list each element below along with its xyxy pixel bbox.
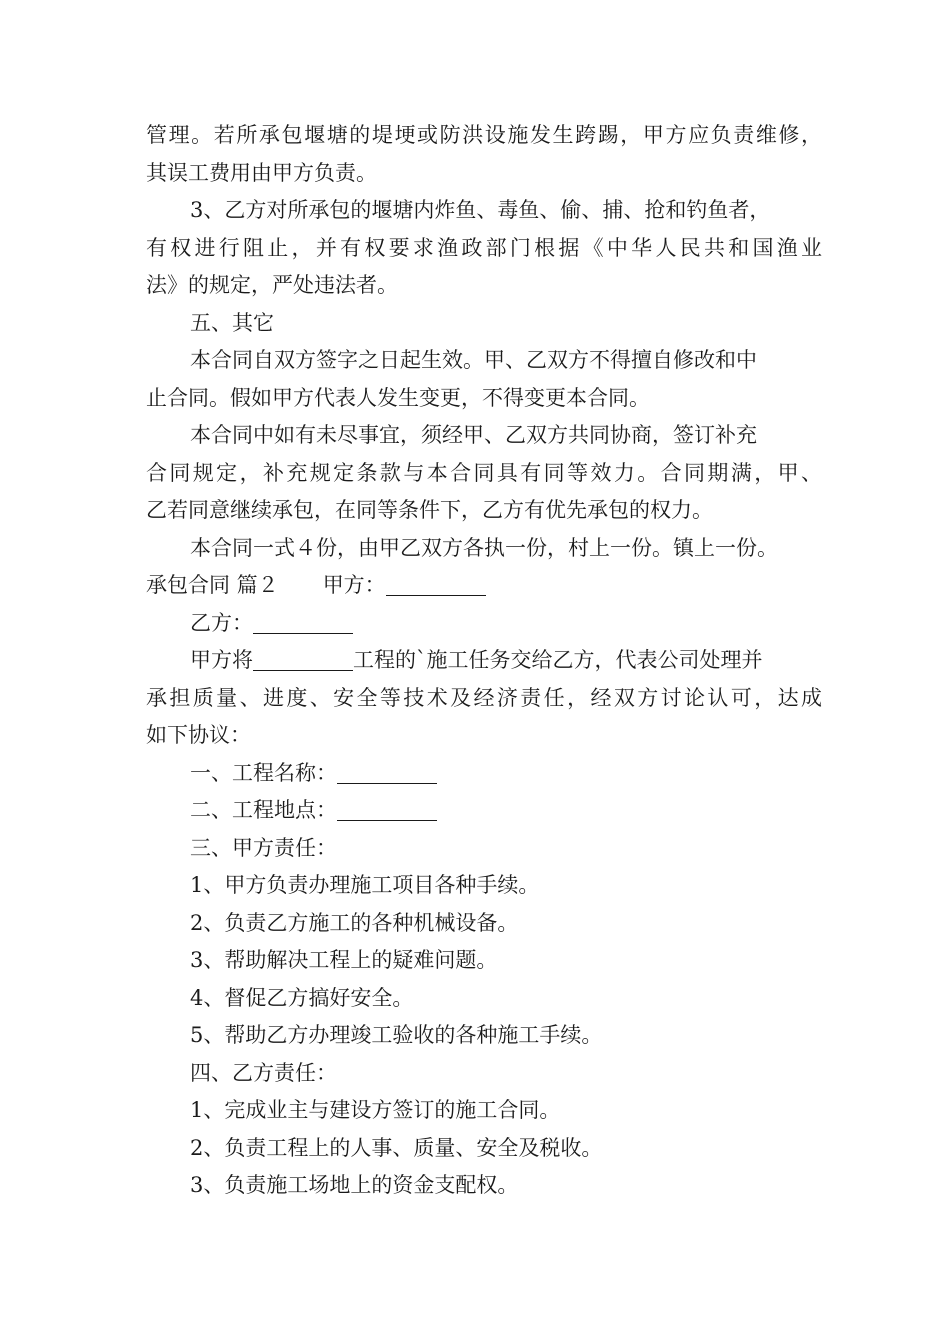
paragraph-line: 承担质量、进度、安全等技术及经济责任，经双方讨论认可，达成 xyxy=(146,685,822,710)
project-location-blank xyxy=(337,798,437,821)
project-location-label: 二、工程地点： xyxy=(190,798,337,822)
project-location-line xyxy=(146,792,822,830)
section-heading: 五、其它 xyxy=(190,310,274,335)
paragraph-line: 本合同自双方签字之日起生效。甲、乙双方不得擅自修改和中 xyxy=(190,348,757,372)
project-name-label: 一、工程名称： xyxy=(190,760,337,785)
text-fragment: 甲方将 xyxy=(190,648,253,672)
paragraph-line: 如下协议： xyxy=(146,723,251,747)
contract-title-line xyxy=(146,567,822,605)
paragraph-line: 合同规定，补充规定条款与本合同具有同等效力。合同期满，甲、 xyxy=(146,460,822,485)
paragraph-line: 乙若同意继续承包，在同等条件下，乙方有优先承包的权力。 xyxy=(146,498,713,522)
project-name-line xyxy=(146,755,822,793)
party-b-blank xyxy=(253,611,353,634)
text-fragment: 工程的`施工任务交给乙方，代表公司处理并 xyxy=(353,648,763,672)
paragraph-line: 止合同。假如甲方代表人发生变更，不得变更本合同。 xyxy=(146,385,650,410)
paragraph-line: 法》的规定，严处违法者。 xyxy=(146,273,398,297)
list-item: 5、帮助乙方办理竣工验收的各种施工手续。 xyxy=(190,1023,603,1047)
party-a-label: 甲方： xyxy=(322,573,386,597)
list-item: 1、甲方负责办理施工项目各种手续。 xyxy=(190,873,540,897)
section-heading: 三、甲方责任： xyxy=(190,835,337,860)
list-item: 4、督促乙方搞好安全。 xyxy=(190,985,414,1010)
paragraph-line xyxy=(146,642,822,680)
project-blank xyxy=(253,648,353,671)
list-item: 3、负责施工场地上的资金支配权。 xyxy=(190,1173,519,1197)
paragraph-line: 3、乙方对所承包的堰塘内炸鱼、毒鱼、偷、捕、抢和钓鱼者， xyxy=(190,198,771,222)
paragraph-line: 本合同中如有未尽事宜，须经甲、乙双方共同协商，签订补充 xyxy=(190,423,757,447)
party-a-blank xyxy=(386,573,486,596)
paragraph-line: 管理。若所承包堰塘的堤埂或防洪设施发生跨踢，甲方应负责维修， xyxy=(146,123,822,147)
document-body xyxy=(146,117,822,1205)
paragraph-line: 有权进行阻止，并有权要求渔政部门根据《中华人民共和国渔业 xyxy=(146,235,822,260)
paragraph-line: 本合同一式４份，由甲乙双方各执一份，村上一份。镇上一份。 xyxy=(190,535,778,560)
list-item: 2、负责乙方施工的各种机械设备。 xyxy=(190,910,519,935)
party-b-label: 乙方： xyxy=(190,610,253,635)
project-name-blank xyxy=(337,761,437,784)
contract-title: 承包合同 篇２ xyxy=(146,573,279,597)
list-item: 1、完成业主与建设方签订的施工合同。 xyxy=(190,1098,561,1122)
list-item: 2、负责工程上的人事、质量、安全及税收。 xyxy=(190,1135,603,1160)
paragraph-line: 其误工费用由甲方负责。 xyxy=(146,160,377,185)
party-b-line xyxy=(146,605,822,643)
list-item: 3、帮助解决工程上的疑难问题。 xyxy=(190,948,498,972)
section-heading: 四、乙方责任： xyxy=(190,1060,337,1085)
